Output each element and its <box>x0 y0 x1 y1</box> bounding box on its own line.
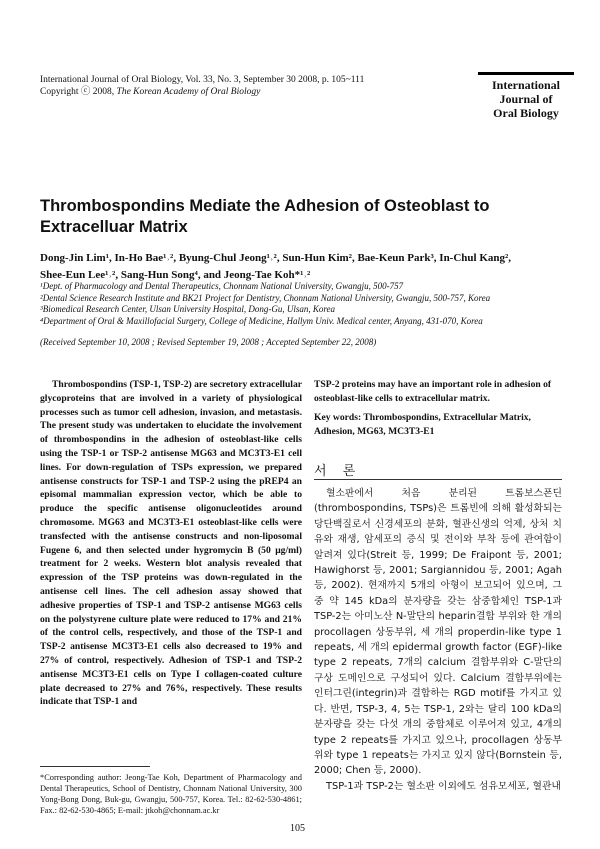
section-heading: 서 론 <box>314 464 362 479</box>
affiliation-2: ²Dental Science Research Institute and BK21 Project for Dentistry, Chonnam National University, Gwangju, 500-757, Korea <box>40 292 491 303</box>
affiliation-3: ³Biomedical Research Center, Ulsan University Hospital, Dong-Gu, Ulsan, Korea <box>40 304 335 314</box>
page-number: 105 <box>290 823 305 834</box>
journal-copyright: Copyright ⓒ 2008, The Korean Academy of Oral Biology <box>40 87 261 97</box>
author-list: Dong-Jin Lim¹, In-Ho Bae¹˒², Byung-Chul Jeong¹˒², Sun-Hun Kim², Bae-Keun Park³, In-Chul Kang², Shee-Eun Lee¹˒², Sang-Hun Song⁴, and Jeong-Tae Koh*¹˒² <box>40 252 512 281</box>
corresponding-author-footnote: *Corresponding author: Jeong-Tae Koh, Department of Pharmacology and Dental Therapeutics, School of Dentistry, Chonnam National University, 300 Yong-Bong Dong, Buk-gu, Gwangju, 500-757, Korea. Tel.: 82-62-530-4861; Fax.: 82-62-530-4865; E-mail: jtkoh@chonnam.ac.kr <box>40 773 302 815</box>
section-rule <box>314 479 562 480</box>
affiliation-4: ⁴Department of Oral & Maxillofacial Surgery, College of Medicine, Hallym Univ. Medical center, Anyang, 431-070, Korea <box>40 315 483 326</box>
affiliation-1: ¹Dept. of Pharmacology and Dental Therapeutics, Chonnam National University, Gwangju, 500-757 <box>40 281 404 291</box>
journal-citation: International Journal of Oral Biology, Vol. 33, No. 3, September 30 2008, p. 105~111 <box>40 75 365 85</box>
journal-brand: International Journal of Oral Biology <box>491 78 560 120</box>
brand-rule <box>478 72 574 75</box>
footnote-rule <box>40 766 150 767</box>
keywords: Key words: Thrombospondins, Extracellular Matrix, Adhesion, MG63, MC3T3-E1 <box>314 412 531 437</box>
article-title: Thrombospondins Mediate the Adhesion of Osteoblast to Extracelluar Matrix <box>40 197 490 236</box>
abstract-continued: TSP-2 proteins may have an important role in adhesion of osteoblast-like cells to extracellular matrix. <box>314 379 552 404</box>
body-text <box>314 486 562 794</box>
abstract-left-column: Thrombospondins (TSP-1, TSP-2) are secretory extracellular glycoproteins that are involved in a variety of physiological processes such as tumor cell adhesion, invasion, and metastasis. The present study was undertaken to elucidate the involvement of thrombospondins in the adhesion of osteoblast-like cells using the TSP-1 or TSP-2 antisense MG63 and MC3T3-E1 cell lines. For down-regulation of TSPs expression, we prepared antisense constructs for TSP-1 and TSP-2 using the pREP4 an episomal mammalian expression vector, which be able to produce the specific antisense oligonucleotides around chromosome. MG63 and MC3T3-E1 osteoblast-like cells were transfected with the antisense constructs and non-liposomal Fugene 6, and then selected under hygromycin B (50 μg/ml) treatment for 2 weeks. Western blot analysis revealed that expression of the TSP proteins was down-regulated in the antisense cell lines. The cell adhesion assay showed that adhesive properties of TSP-1 and TSP-2 antisense MG63 cells on the polystyrene culture plate were reduced to 17% and 21% of the control cells, respectively, and those of the TSP-1 and TSP-2 antisense MC3T3-E1 cells also decreased to 19% and 27% of control, respectively. Adhesion of TSP-1 and TSP-2 antisense MC3T3-E1 cells on Type I collagen-coated culture plate decreased to 27% and 76%, respectively. These results indicate that TSP-1 and <box>40 379 302 708</box>
received-dates: (Received September 10, 2008 ; Revised September 19, 2008 ; Accepted September 22, 2008) <box>40 337 377 347</box>
affiliations <box>40 281 570 327</box>
copyright-symbol: ⓒ <box>80 87 91 97</box>
body-paragraph-1: 혈소판에서 처음 분리된 트롬보스폰딘(thrombospondins, TSPs)은 트롬빈에 의해 활성화되는 당단백질로서 신경세포의 분화, 혈관신생의 억제, 상처 치유와 재생, 암세포의 증식 및 전이와 부착 등에 관여함이 알려져 있다(Streit 등, 1999; De Fraipont 등, 2001; Hawighorst 등, 2001; Sargiannidou 등, 2001; Agah 등, 2002). 현재까지 5개의 아형이 보고되어 있으며, 그 중 약 145 kDa의 분자량을 갖는 삼중합체인 TSP-1과 TSP-2는 아미노산 N-말단의 heparin결합 부위와 한 개의 procollagen 상동부위, 세 개의 properdin-like type 1 repeats, 세 개의 epidermal growth factor (EGF)-like type 2 repeats, 7개의 calcium 결합부위와 C-말단의 구상 도메인으로 구성되어 있다. Calcium 결합부위에는 인터그린(integrin)과 결합하는 RGD motif를 가지고 있다. 반면, TSP-3, 4, 5는 TSP-1, 2와는 달리 100 kDa의 분자량을 갖는 다섯 개의 중합체로 이루어져 있고, 4개의 type 2 repeats를 가지고 있으나, procollagen 상동부위와 type 1 repeats는 가지고 있지 않다(Bornstein 등, 2000; Chen 등, 2000). <box>314 488 562 777</box>
journal-header <box>40 74 364 98</box>
body-paragraph-2: TSP-1과 TSP-2는 혈소판 이외에도 섬유모세포, 혈관내 <box>326 780 561 792</box>
